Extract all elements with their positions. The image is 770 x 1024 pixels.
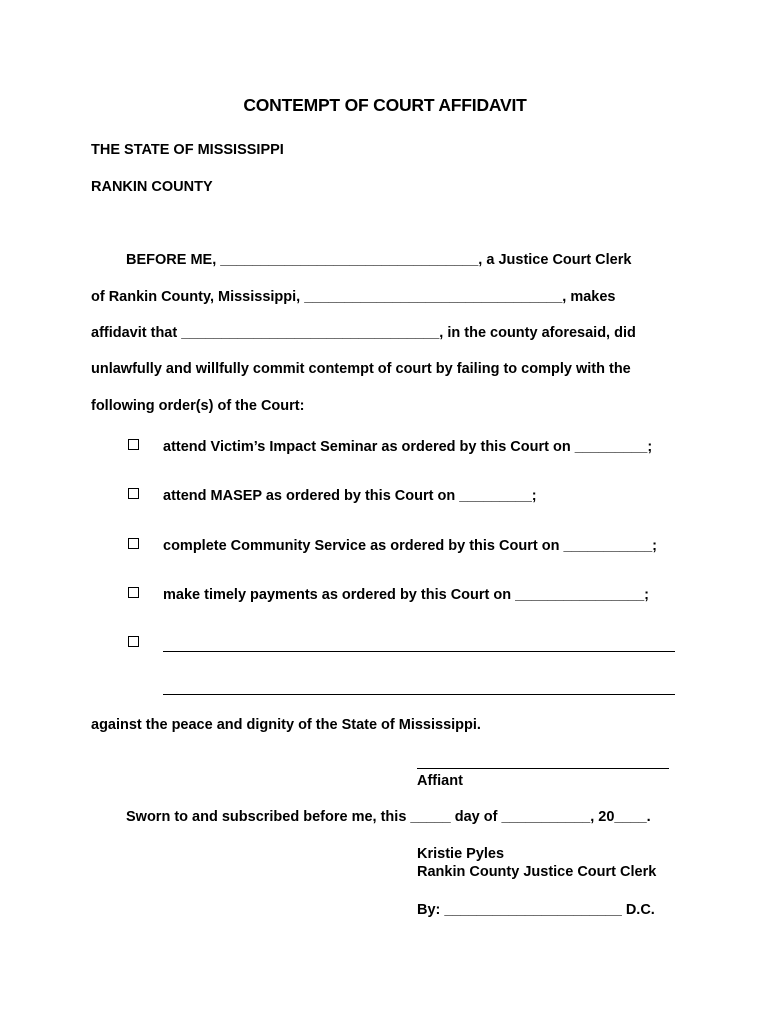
order-checkbox-1[interactable] — [128, 439, 139, 450]
sworn-line: Sworn to and subscribed before me, this _____ day of ___________, 20____. — [126, 809, 651, 825]
paragraph-line-2: of Rankin County, Mississippi, ________________________________, makes — [91, 289, 616, 305]
order-checkbox-4[interactable] — [128, 587, 139, 598]
order-checkbox-other[interactable] — [128, 636, 139, 647]
paragraph-line-1: BEFORE ME, ________________________________, a Justice Court Clerk — [126, 252, 632, 268]
order-item-3: complete Community Service as ordered by this Court on ___________; — [163, 538, 657, 554]
order-checkbox-2[interactable] — [128, 488, 139, 499]
county-line: RANKIN COUNTY — [91, 179, 213, 195]
state-line: THE STATE OF MISSISSIPPI — [91, 142, 284, 158]
order-item-4: make timely payments as ordered by this Court on ________________; — [163, 587, 649, 603]
order-item-2: attend MASEP as ordered by this Court on _________; — [163, 488, 537, 504]
other-order-line-1[interactable] — [163, 651, 675, 652]
paragraph-line-3: affidavit that ________________________________, in the county aforesaid, did — [91, 325, 636, 341]
affiant-label: Affiant — [417, 773, 463, 789]
order-checkbox-3[interactable] — [128, 538, 139, 549]
clerk-name: Kristie Pyles — [417, 846, 505, 862]
paragraph-line-4: unlawfully and willfully commit contempt of court by failing to comply with the — [91, 361, 631, 377]
other-order-line-2[interactable] — [163, 694, 675, 695]
clerk-title: Rankin County Justice Court Clerk — [417, 864, 657, 880]
paragraph-line-5: following order(s) of the Court: — [91, 398, 305, 414]
document-title: CONTEMPT OF COURT AFFIDAVIT — [243, 95, 527, 115]
by-line: By: ______________________ D.C. — [417, 902, 655, 918]
order-item-1: attend Victim’s Impact Seminar as ordered by this Court on _________; — [163, 439, 653, 455]
closing-statement: against the peace and dignity of the State of Mississippi. — [91, 717, 481, 733]
affiant-signature-line[interactable] — [417, 768, 669, 769]
